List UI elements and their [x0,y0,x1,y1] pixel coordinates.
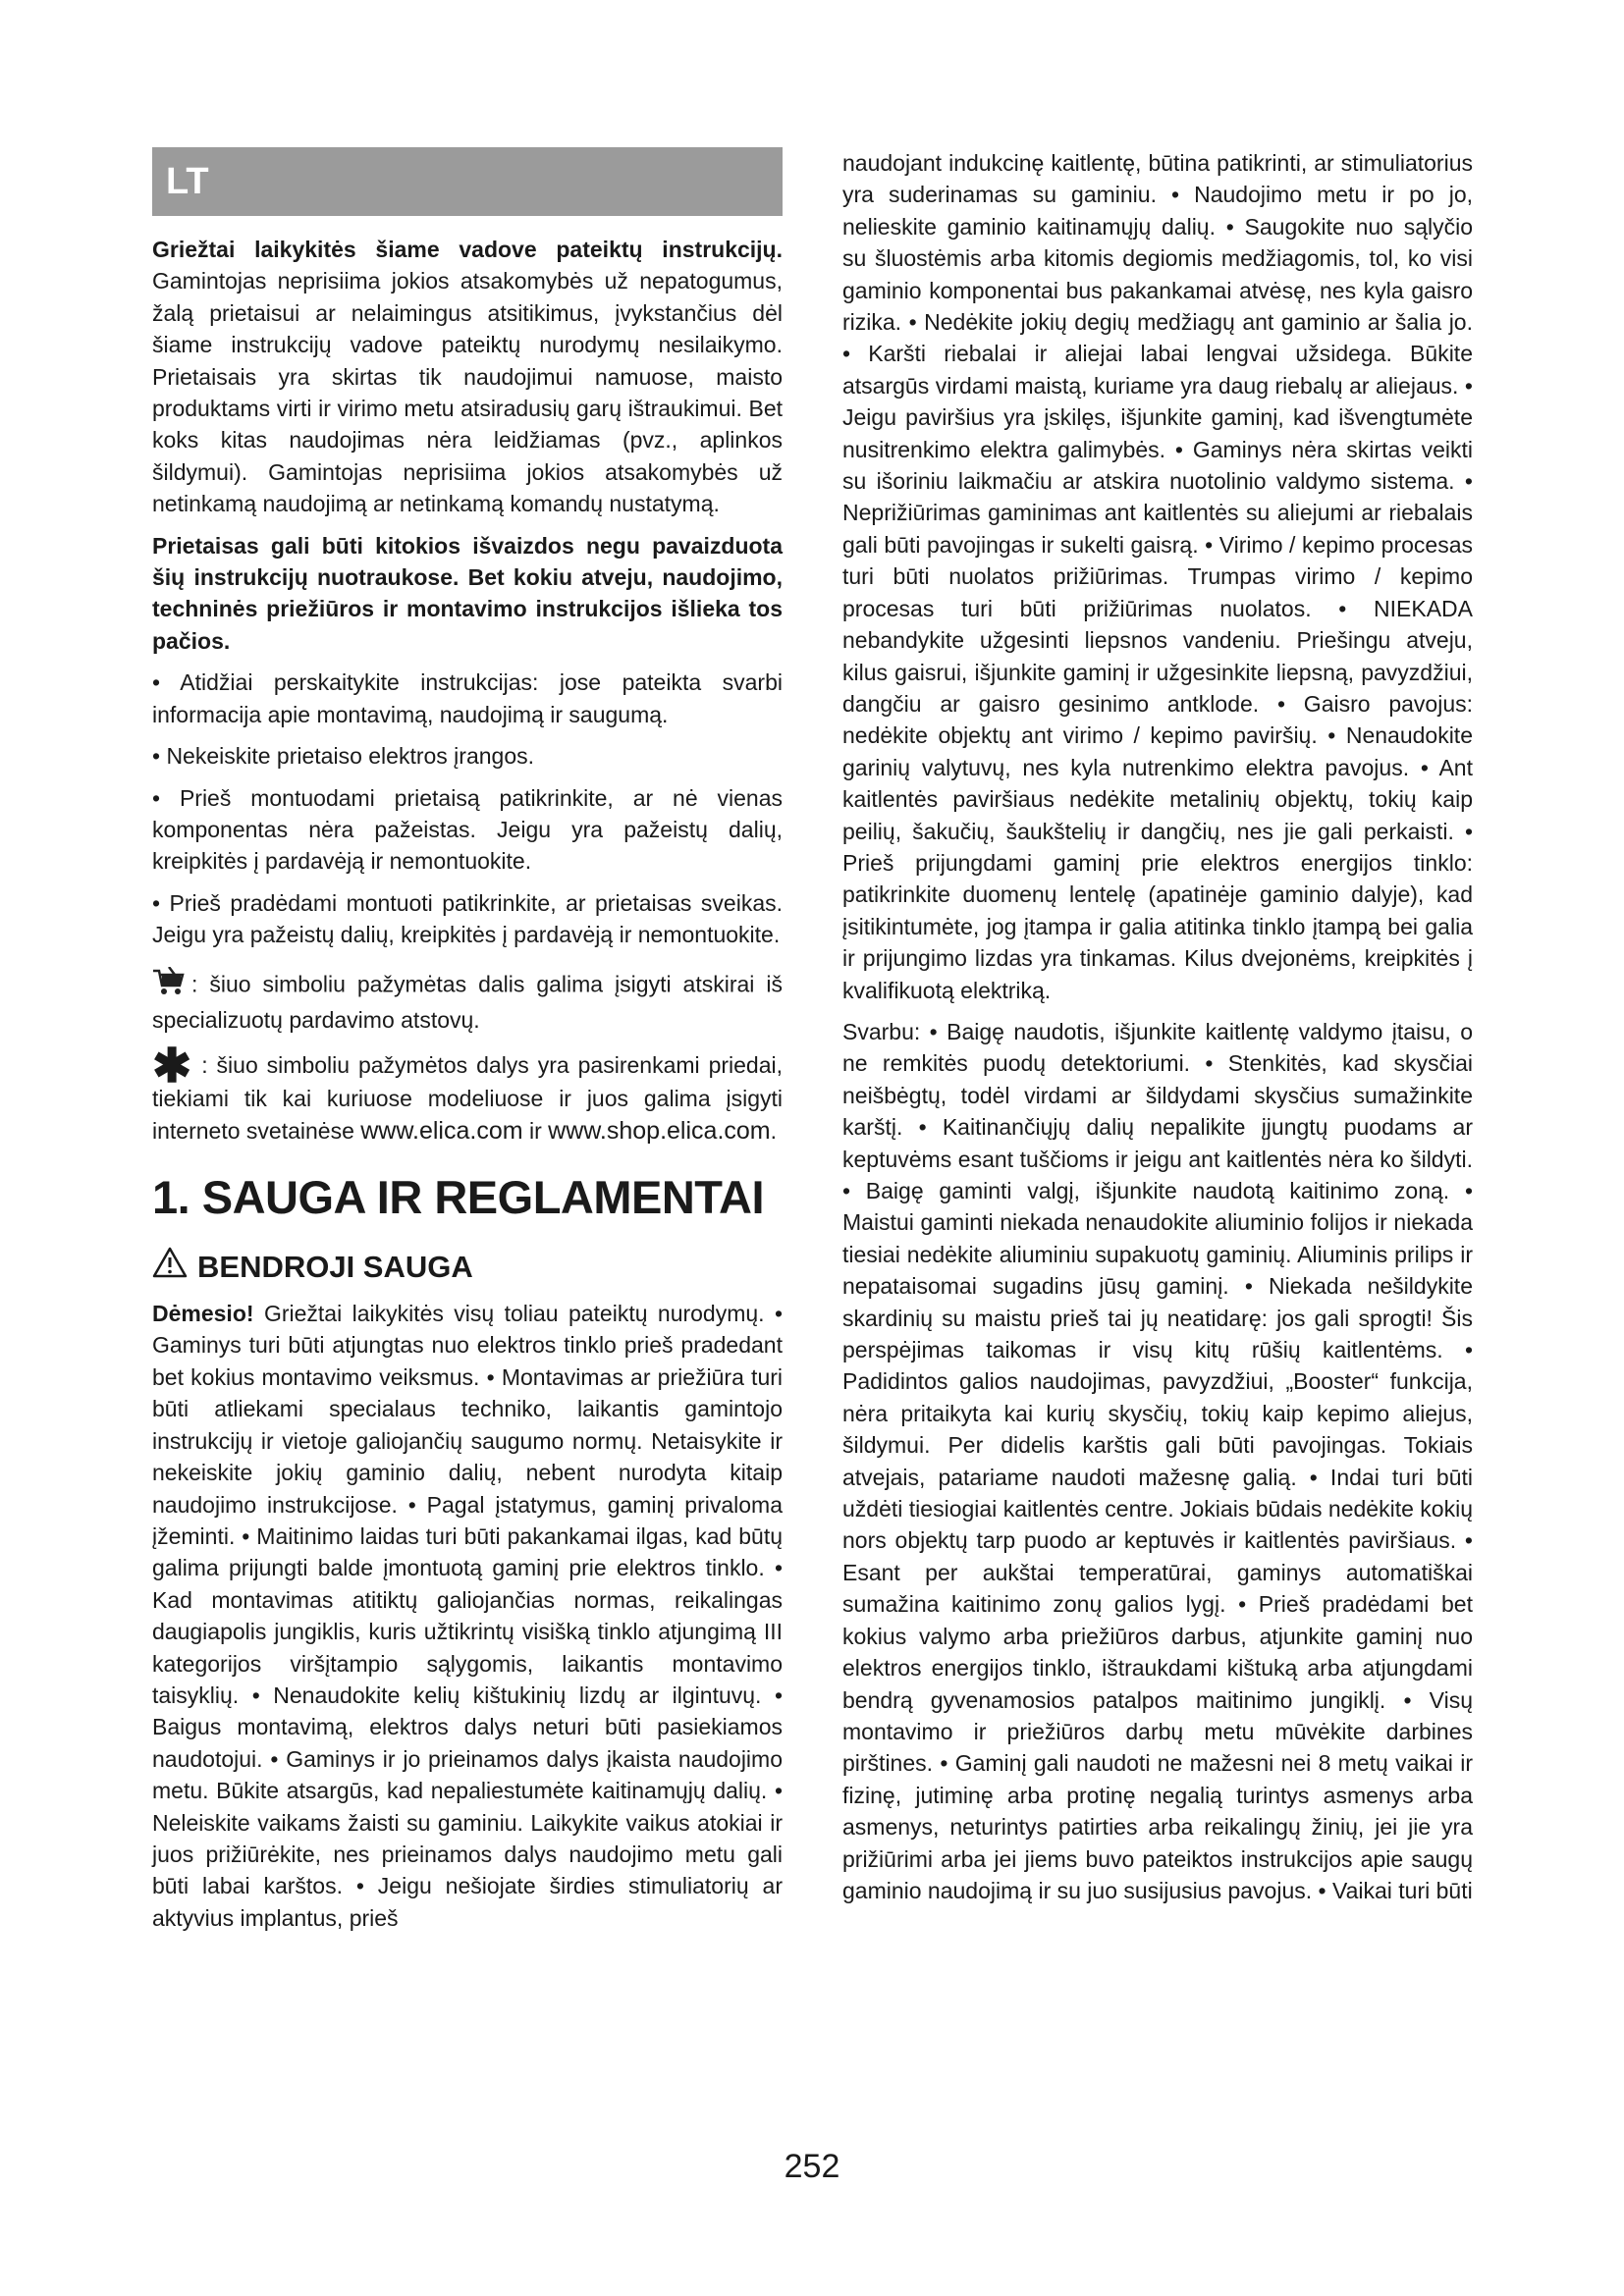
intro-body: Gamintojas neprisiima jokios atsakomybės už nepatogumus, žalą prietaisui ar nelaimingus atsitikimus, įvykstančius dėl šiame instrukcijų vadove pateiktų nurodymų nesilaikymo. Prietaisais yra skirtas tik naudojimui namuose, maisto produktams virti ir virimo metu atsiradusių garų ištraukimui. Bet koks kitas naudojimas nėra leidžiamas (pvz., aplinkos šildymui). Gamintojas neprisiima jokios atsakomybės už netinkamą naudojimą ar netinkamą komandų nustatymą. [152,268,783,517]
bullet-3: • Prieš montuodami prietaisą patikrinkite, ar nė vienas komponentas nėra pažeistas. Jeigu yra pažeistų dalių, kreipkitės į pardavėją ir nemontuokite. [152,784,783,875]
star-note-end: . [770,1117,778,1144]
language-code: LT [166,161,209,202]
cart-note [152,967,783,1037]
bullet-4: • Prieš pradėdami montuoti patikrinkite, ar prietaisas sveikas. Jeigu yra pažeistų dalių, kreipkitės į pardavėją ir nemontuokite. [152,889,783,948]
appearance-note: Prietaisas gali būti kitokios išvaizdos negu pavaizduota šių instrukcijų nuotraukose. Bet kokiu atveju, naudojimo, techninės priežiūros ir montavimo instrukcijos išlieka tos pačios. [152,532,783,654]
language-header [152,147,783,216]
bullet-2: • Nekeiskite prietaiso elektros įrangos. [152,743,535,770]
cart-note-text: : šiuo simboliu pažymėtas dalis galima įsigyti atskirai iš specializuotų pardavimo atstovų. [152,970,783,1033]
safety-text: Griežtai laikykitės visų toliau pateiktų nurodymų. • Gaminys turi būti atjungtas nuo elektros tinklo prieš pradedant bet kokius montavimo veiksmus. • Montavimas ar priežiūra turi būti atliekami specialaus techniko, laikantis gamintojo instrukcijų ir vietoje galiojančių saugumo normų. Netaisykite ir nekeiskite jokių gaminio dalių, nebent nurodyta kitaip naudojimo instrukcijose. • Pagal įstatymus, gaminį privaloma įžeminti. • Maitinimo laidas turi būti pakankamai ilgas, kad būtų galima prijungti balde įmontuotą gaminį prie elektros tinklo. • Kad montavimas atitiktų galiojančias normas, reikalingas daugiapolis jungiklis, kuris užtikrintų visišką tinklo atjungimą III kategorijos viršįtampio sąlygomis, laikantis montavimo taisyklių. • Nenaudokite kelių kištukinių lizdų ar ilgintuvų. • Baigus montavimą, elektros dalys neturi būti pasiekiamos naudotojui. • Gaminys ir jo prieinamos dalys įkaista naudojimo metu. Būkite atsargūs, kad nepaliestumėte kaitinamųjų dalių. • Neleiskite vaikams žaisti su gaminiu. Laikykite vaikus atokiai ir juos prižiūrėkite, nes prieinamos dalys naudojimo metu gali būti labai karštos. • Jeigu nešiojate širdies stimuliatorių ar aktyvius implantus, prieš [152,1301,784,1931]
star-note-text: : šiuo simboliu pažymėtos dalys yra pasirenkami priedai, tiekiami tik kai kuriuose modeliuose ir juos galima įsigyti interneto svetainėse [152,1052,783,1144]
intro-lead: Griežtai laikykitės šiame vadove pateiktų instrukcijų. [152,237,783,262]
section-title: 1. SAUGA IR REGLAMENTAI [152,1171,765,1224]
right-paragraph-1: naudojant indukcinę kaitlentę, būtina patikrinti, ar stimuliatorius yra suderinamas su gaminiu. • Naudojimo metu ir po jo, nelieskite gaminio kaitinamųjų dalių. • Saugokite nuo sąlyčio su šluostėmis arba kitomis degiomis medžiagomis, tol, ko visi gaminio komponentai bus pakankamai atvėsę, nes kyla gaisro rizika. • Nedėkite jokių degių medžiagų ant gaminio ar šalia jo. • Karšti riebalai ir aliejai labai lengvai užsidega. Būkite atsargūs virdami maistą, kuriame yra daug riebalų ar aliejaus. • Jeigu paviršius yra įskilęs, išjunkite gaminį, kad išvengtumėte nusitrenkimo elektra galimybės. • Gaminys nėra skirtas veikti su išoriniu laikmačiu ar atskira nuotolinio valdymo sistema. • Neprižiūrimas gaminimas ant kaitlentės su aliejumi ar riebalais gali būti pavojingas ir sukelti gaisrą. • Virimo / kepimo procesas turi būti nuolatos prižiūrimas. Trumpas virimo / kepimo procesas turi būti prižiūrimas nuolatos. • NIEKADA nebandykite užgesinti liepsnos vandeniu. Priešingu atveju, kilus gaisrui, išjunkite gaminį ir užgesinkite liepsną, pavyzdžiui, dangčiu ar gaisro gesinimo antklode. • Gaisro pavojus: nedėkite objektų ant virimo / kepimo paviršių. • Nenaudokite garinių valytuvų, nes kyla nutrenkimo elektra pavojus. • Ant kaitlentės paviršiaus nedėkite metalinių objektų, tokių kaip peilių, šakučių, šaukštelių ir dangčių, nes jie gali perkaisti. • Prieš prijungdami gaminį prie elektros energijos tinklo: patikrinkite duomenų lentelę (apatinėje gaminio dalyje), kad įsitikintumėte, jog įtampa ir galia atitinka tinklo įtampą bei galia ir prijungimo lizdas yra tinkamas. Kilus dvejonėms, kreipkitės į kvalifikuotą elektriką. [842,150,1473,1003]
intro-paragraph [152,234,783,520]
safety-paragraph [152,1298,783,1934]
right-column [842,147,1473,1916]
subsection-heading [152,1247,783,1288]
bullet-1: • Atidžiai perskaitykite instrukcijas: jose pateikta svarbi informacija apie montavimą, naudojimą ir saugumą. [152,669,783,727]
star-note [152,1041,783,1147]
left-column [152,147,783,1944]
page-number: 252 [784,2148,840,2185]
warning-icon [152,1247,188,1288]
elica-link[interactable]: www.elica.com [360,1116,523,1145]
shop-elica-link[interactable]: www.shop.elica.com [548,1116,771,1145]
right-paragraph-2: Svarbu: • Baigę naudotis, išjunkite kaitlentę valdymo įtaisu, o ne remkitės puodų detektoriumi. • Stenkitės, kad skysčiai neišbėgtų, todėl virdami ar šildydami skysčius sumažinkite karštį. • Kaitinančiųjų dalių nepalikite įjungtų puodams ar keptuvėms esant tuščioms ir jeigu ant kaitlentės nėra ko šildyti. • Baigę gaminti valgį, išjunkite naudotą kaitinimo zoną. • Maistui gaminti niekada nenaudokite aliuminio folijos ir niekada tiesiai nedėkite aliuminiu supakuotų gaminių. Aliuminis prilips ir nepataisomai sugadins jūsų gaminį. • Niekada nešildykite skardinių su maistu prieš tai jų neatidarę: jos gali sprogti! Šis perspėjimas taikomas ir visų kitų rūšių kaitlentėms. • Padidintos galios naudojimas, pavyzdžiui, „Booster“ funkcija, nėra pritaikyta kai kurių skysčių, tokių kaip kepimo aliejus, šildymui. Per didelis karštis gali būti pavojingas. Tokiais atvejais, patariame naudoti mažesnę galią. • Indai turi būti uždėti tiesiogiai kaitlentės centre. Jokiais būdais nedėkite kokių nors objektų tarp puodo ar keptuvės ir kaitlentės paviršiaus. • Esant per aukštai temperatūrai, gaminys automatiškai sumažina kaitinimo zonų galios lygį. • Prieš pradėdami bet kokius valymo arba priežiūros darbus, atjunkite gaminį nuo elektros energijos tinklo, ištraukdami kištuką arba atjungdami bendrą gyvenamosios patalpos maitinimo jungiklį. • Visų montavimo ir priežiūros darbų metu mūvėkite darbines pirštines. • Gaminį gali naudoti ne mažesni nei 8 metų vaikai ir fizinę, jutiminę arba protinę negalią turintys asmenys arba asmenys, neturintys patirties arba reikalingų žinių, jei jie yra prižiūrimi arba jei jiems buvo pateiktos instrukcijos apie saugų gaminio naudojimą ir su juo susijusius pavojus. • Vaikai turi būti [842,1018,1473,1903]
asterisk-icon: ✱ [152,1041,192,1094]
attention-label: Dėmesio! [152,1301,254,1327]
subsection-title: BENDROJI SAUGA [197,1250,473,1285]
shopping-cart-icon [152,967,186,1004]
or-word: ir [528,1117,542,1144]
